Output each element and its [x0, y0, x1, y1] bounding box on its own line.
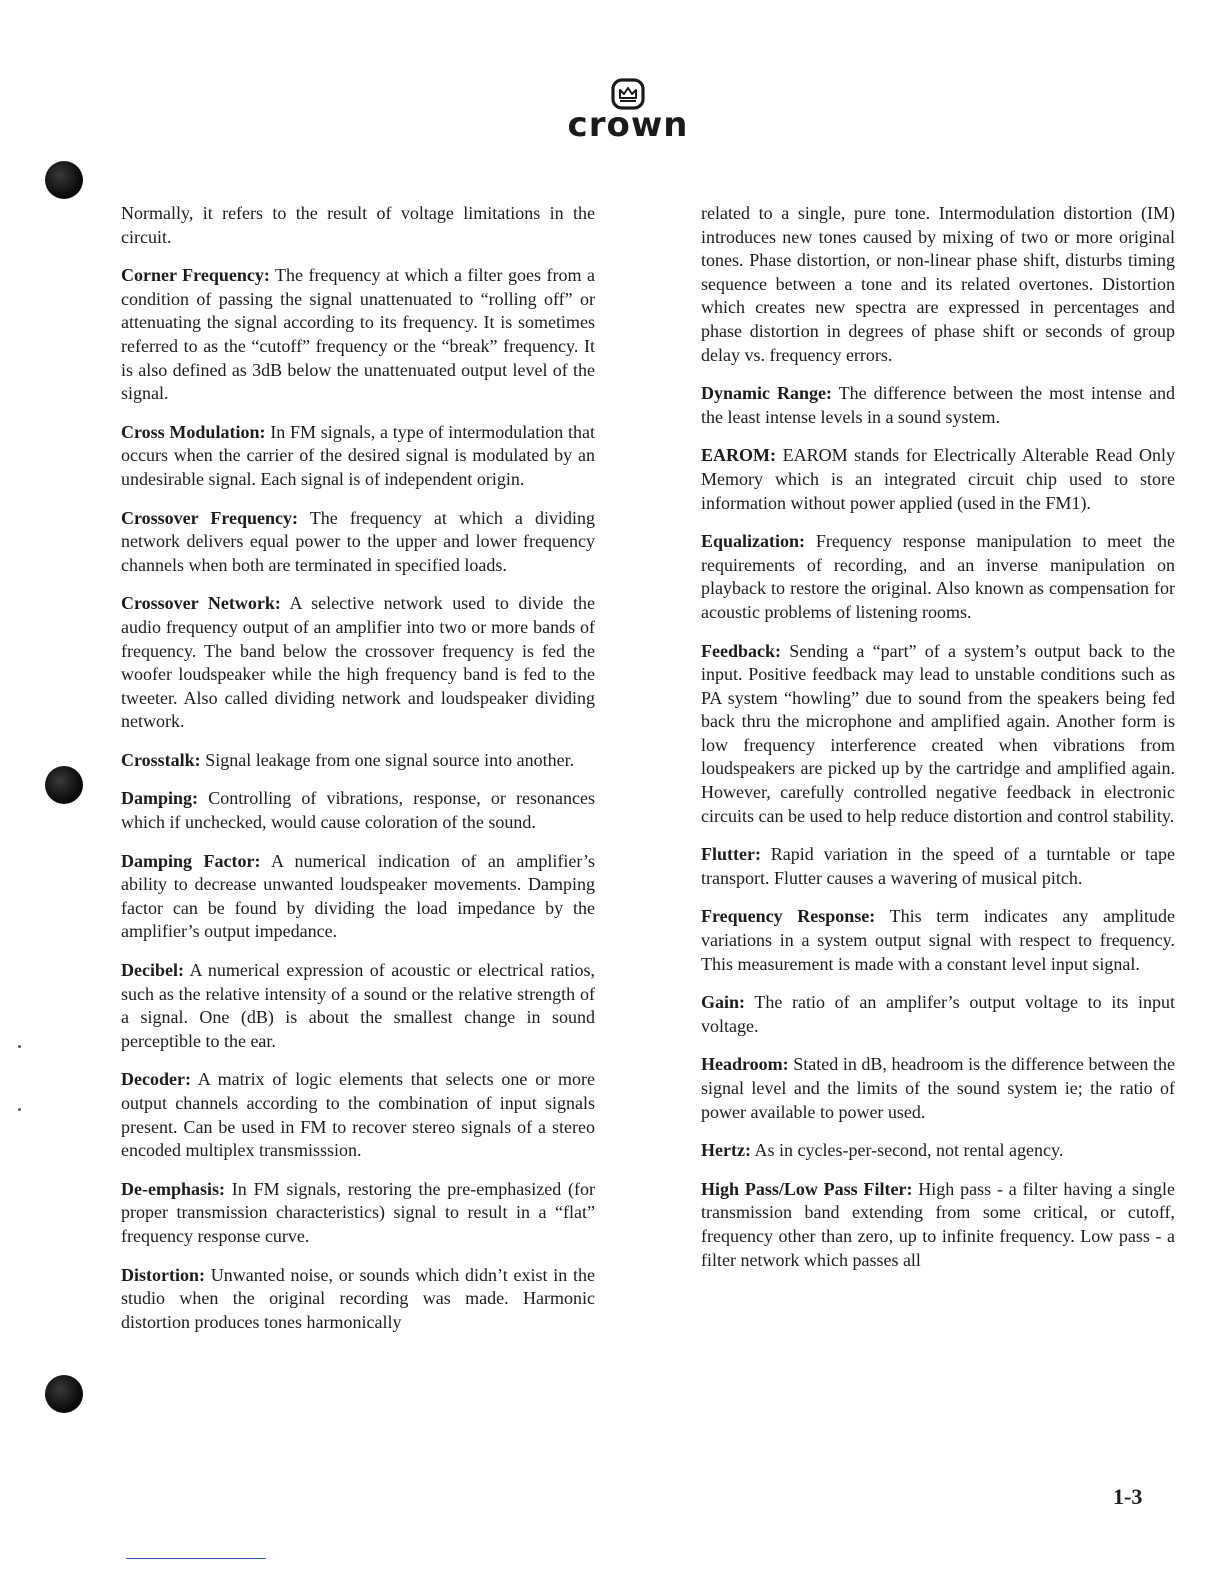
glossary-entry — [701, 530, 1175, 624]
glossary-term: Feedback: — [701, 640, 781, 661]
glossary-entry — [701, 640, 1175, 829]
glossary-entry — [121, 787, 595, 834]
brand-logo — [566, 78, 690, 145]
glossary-term: De-emphasis: — [121, 1178, 225, 1199]
glossary-term: Decibel: — [121, 960, 184, 981]
glossary-entry — [121, 592, 595, 734]
left-column — [121, 202, 595, 1349]
glossary-definition: A numerical indication of an amplifier’s ability to decrease unwanted loudspeaker movements. Damping factor can be found by dividing the load impedance by the amplifier’s output impedance. — [121, 850, 595, 942]
right-column — [701, 202, 1175, 1287]
glossary-definition: Stated in dB, headroom is the difference between the signal level and the limits of the sound system ie; the ratio of power available to power used. — [701, 1054, 1175, 1122]
scan-speck — [18, 1045, 21, 1048]
binder-hole-top — [45, 161, 83, 199]
glossary-term: Flutter: — [701, 844, 761, 865]
glossary-entry — [121, 507, 595, 578]
lead-in-text: Normally, it refers to the result of voltage limitations in the circuit. — [121, 203, 595, 247]
glossary-term: Hertz: — [701, 1140, 751, 1161]
glossary-definition: The ratio of an amplifer’s output voltage to its input voltage. — [701, 992, 1175, 1036]
glossary-definition: In FM signals, restoring the pre-emphasized (for proper transmission characteristics) signal to result in a “flat” frequency response curve. — [121, 1178, 595, 1246]
glossary-definition: High pass - a filter having a single transmission band extending from some critical, or cutoff, frequency other than zero, up to infinite frequency. Low pass - a filter network which passes all — [701, 1178, 1175, 1270]
glossary-term: Distortion: — [121, 1264, 205, 1285]
glossary-definition: Unwanted noise, or sounds which didn’t exist in the studio when the original recording was made. Harmonic distortion produces tones harmonically — [121, 1264, 596, 1332]
glossary-term: Damping: — [121, 788, 199, 809]
glossary-entry — [121, 421, 595, 492]
glossary-term: Damping Factor: — [121, 850, 261, 871]
glossary-term: Gain: — [701, 992, 746, 1013]
glossary-entry — [121, 850, 595, 944]
scan-speck — [18, 1108, 21, 1111]
footnote-divider — [126, 1558, 266, 1559]
glossary-definition: A selective network used to divide the audio frequency output of an amplifier into two or more bands of frequency. The band below the crossover frequency is fed the woofer loudspeaker while the high frequency band is fed to the tweeter. Also called dividing network and loudspeaker dividing network. — [121, 593, 595, 732]
glossary-definition: Frequency response manipulation to meet the requirements of recording, and an inverse manipulation on playback to restore the original. Also known as compensation for acoustic problems of listening rooms. — [701, 531, 1175, 622]
glossary-definition: Controlling of vibrations, response, or resonances which if unchecked, would cause coloration of the sound. — [121, 788, 596, 833]
glossary-term: Dynamic Range: — [701, 383, 832, 404]
glossary-entry — [701, 1139, 1175, 1163]
glossary-entry — [701, 382, 1175, 429]
glossary-term: Corner Frequency: — [121, 265, 270, 286]
glossary-entry — [121, 1068, 595, 1162]
glossary-definition: EAROM stands for Electrically Alterable Read Only Memory which is an integrated circuit chip used to store information without power applied (used in the FM1). — [701, 445, 1176, 513]
glossary-entry — [121, 959, 595, 1053]
glossary-term: Crossover Frequency: — [121, 507, 299, 528]
glossary-term: Frequency Response: — [701, 906, 876, 927]
glossary-term: EAROM: — [701, 445, 776, 466]
glossary-definition: Sending a “part” of a system’s output back to the input. Positive feedback may lead to unstable conditions such as PA system “howling” due to sound from the speakers being fed back thru the microphone and amplified again. Another form is low frequency interference created when vibrations from loudspeakers are picked up by the cartridge and amplified again. However, carefully controlled negative feedback in electronic circuits can be used to help reduce distortion and control stability. — [701, 640, 1176, 826]
glossary-term: High Pass/Low Pass Filter: — [701, 1178, 913, 1199]
glossary-entry — [121, 264, 595, 406]
glossary-definition: The frequency at which a filter goes from a condition of passing the signal unattenuated to “rolling off” or attenuating the signal according to its frequency. It is sometimes referred to as the “cutoff” frequency or the “break” frequency. It is also defined as 3dB below the unattenuated output level of the signal. — [121, 265, 595, 404]
glossary-entry — [701, 843, 1175, 890]
page-number: 1-3 — [1113, 1484, 1143, 1509]
glossary-definition: In FM signals, a type of intermodulation that occurs when the carrier of the desired signal is modulated by an undesirable signal. Each signal is of independent origin. — [121, 421, 595, 489]
glossary-entry — [121, 749, 595, 773]
glossary-term: Cross Modulation: — [121, 421, 266, 442]
glossary-definition: Signal leakage from one signal source into another. — [205, 749, 575, 770]
glossary-definition: Rapid variation in the speed of a turntable or tape transport. Flutter causes a wavering of musical pitch. — [701, 844, 1176, 888]
lead-in-text: related to a single, pure tone. Intermodulation distortion (IM) introduces new tones caused by mixing of two or more original tones. Phase distortion, or non-linear phase shift, disturbs timing sequence between a tone and its related overtones. Distortion which creates new spectra are expressed in percentages and phase distortion in degrees of phase shift or seconds of group delay vs. frequency errors. — [701, 203, 1175, 365]
glossary-entry — [701, 1178, 1175, 1272]
glossary-definition: A numerical expression of acoustic or electrical ratios, such as the relative intensity of a sound or the relative strength of a signal. One (dB) is about the smallest change in sound perceptible to the ear. — [121, 960, 595, 1051]
binder-hole-middle — [45, 766, 83, 804]
glossary-term: Crossover Network: — [121, 593, 281, 614]
glossary-definition: The difference between the most intense and the least intense levels in a sound system. — [701, 383, 1175, 427]
glossary-entry — [121, 1264, 595, 1335]
glossary-term: Crosstalk: — [121, 749, 201, 770]
glossary-definition: This term indicates any amplitude variations in a system output signal with respect to frequency. This measurement is made with a constant level input signal. — [701, 906, 1175, 974]
glossary-entry — [701, 1053, 1175, 1124]
glossary-entry — [121, 1178, 595, 1249]
brand-wordmark: crown — [567, 105, 689, 145]
glossary-term: Equalization: — [701, 531, 806, 552]
glossary-definition: A matrix of logic elements that selects one or more output channels according to the combination of input signals present. Can be used in FM to recover stereo signals of a stereo encoded multiplex transmisssion. — [121, 1069, 595, 1161]
binder-hole-bottom — [45, 1375, 83, 1413]
glossary-entry — [701, 991, 1175, 1038]
glossary-term: Decoder: — [121, 1069, 191, 1090]
glossary-definition: The frequency at which a dividing network delivers equal power to the upper and lower frequency channels when both are terminated in specified loads. — [121, 507, 595, 575]
glossary-term: Headroom: — [701, 1054, 789, 1075]
glossary-entry — [701, 444, 1175, 515]
glossary-entry — [701, 905, 1175, 976]
glossary-definition: As in cycles-per-second, not rental agency. — [754, 1140, 1064, 1161]
